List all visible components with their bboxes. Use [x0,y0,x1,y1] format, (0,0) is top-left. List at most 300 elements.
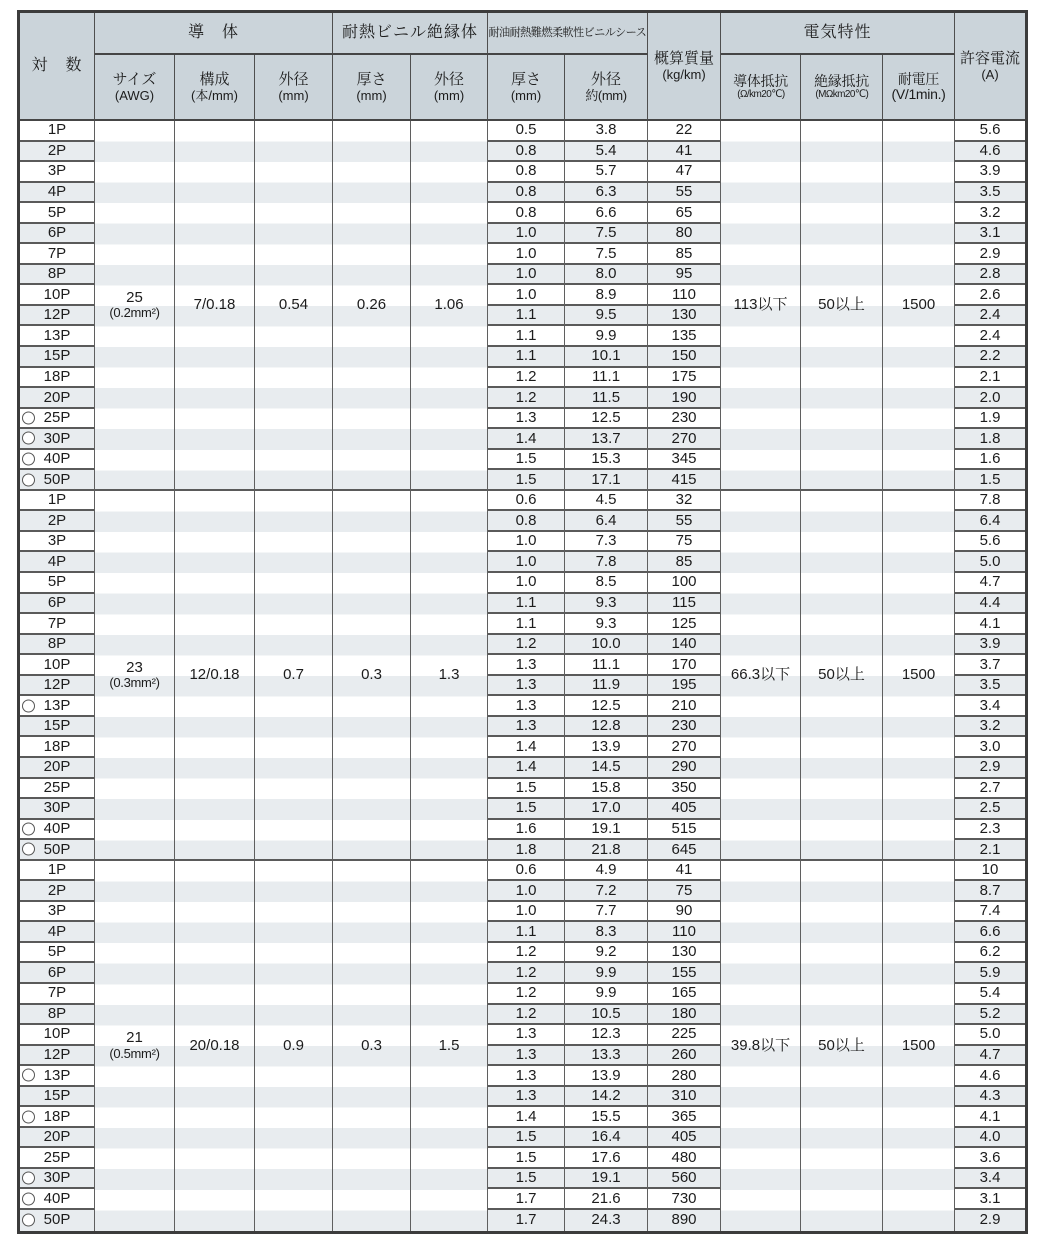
mass-cell [648,552,721,573]
pair-cell-value: 4P [47,552,67,570]
current-cell-value: 4.0 [979,1128,1001,1146]
current-cell [955,203,1025,224]
current-cell [955,244,1025,265]
merged-strands-cell [175,121,255,491]
pair-cell [20,552,95,573]
current-cell [955,1189,1025,1210]
ins-resistance-value: 50以上 [818,665,865,683]
merged-resistance-cell [721,491,801,861]
pair-cell [20,737,95,758]
current-cell-value: 2.4 [979,306,1001,324]
pair-cell [20,1189,95,1210]
pair-cell [20,861,95,882]
header-insulation-group [333,13,488,55]
merged-cond-od-cell [255,121,333,491]
mass-cell-value: 515 [671,819,697,837]
sheath-od-cell [565,326,648,347]
sheath-od-cell-value: 11.9 [591,676,621,694]
pair-cell-value: 8P [47,635,67,653]
pair-cell-value: 10P [43,655,71,673]
merged-resistance-cell [721,861,801,1231]
sheath-od-cell [565,491,648,512]
pair-cell-value: 15P [43,347,71,365]
sheath-thickness-cell-value: 0.6 [515,491,537,509]
size-awg-value: 21 [126,1029,143,1047]
sheath-od-cell-value: 12.3 [591,1025,621,1043]
strands-value: 7/0.18 [193,296,236,314]
mass-cell [648,1189,721,1210]
mass-cell-value: 75 [675,881,693,899]
pair-cell [20,183,95,204]
pair-cell [20,696,95,717]
mass-cell [648,635,721,656]
sheath-od-cell [565,142,648,163]
mass-cell [648,696,721,717]
sheath-od-cell-value: 14.2 [591,1087,621,1105]
current-cell [955,902,1025,923]
pair-cell [20,532,95,553]
sheath-od-cell-value: 3.8 [595,121,617,139]
mass-cell-value: 270 [671,737,697,755]
size-mm2-value: (0.2mm²) [109,305,160,321]
merged-ins-thickness-cell [333,491,411,861]
current-cell-value: 2.9 [979,1211,1001,1229]
sheath-od-cell [565,1046,648,1067]
pair-cell-value: 10P [43,1025,71,1043]
sheath-od-cell-value: 9.9 [595,326,617,344]
mass-cell [648,450,721,471]
current-cell-value: 2.6 [979,285,1001,303]
current-cell-value: 5.0 [979,1025,1001,1043]
current-cell [955,717,1025,738]
mass-cell [648,881,721,902]
pair-cell-value: 50P [43,1211,71,1229]
sheath-thickness-cell [488,594,565,615]
sheath-thickness-cell-value: 1.5 [515,450,537,468]
current-cell-value: 6.2 [979,943,1001,961]
sheath-thickness-cell-value: 1.5 [515,799,537,817]
current-cell-value: 2.7 [979,778,1001,796]
sheath-thickness-cell-value: 1.4 [515,758,537,776]
current-cell-value: 6.6 [979,922,1001,940]
header-electrical-label: 電気特性 [803,23,872,41]
sheath-od-cell [565,450,648,471]
resistance-value: 39.8以下 [730,1036,791,1054]
sheath-thickness-cell-value: 1.0 [515,224,537,242]
current-cell [955,470,1025,491]
pair-cell [20,820,95,841]
pair-cell [20,409,95,430]
pair-cell-value: 50P [43,840,71,858]
mass-cell-value: 645 [671,840,697,858]
sheath-thickness-cell-value: 1.5 [515,1148,537,1166]
mass-cell [648,1087,721,1108]
circle-marker-icon [22,699,35,712]
sheath-od-cell-value: 11.1 [591,367,621,385]
mass-cell-value: 230 [671,717,697,735]
mass-cell-value: 110 [672,285,696,303]
current-cell [955,368,1025,389]
ins-resistance-value: 50以上 [818,1036,865,1054]
mass-cell [648,902,721,923]
current-cell [955,429,1025,450]
pair-cell-value: 18P [43,737,71,755]
sheath-thickness-cell-value: 1.5 [515,470,537,488]
sheath-od-cell [565,1025,648,1046]
pair-cell [20,1107,95,1128]
merged-cond-od-cell [255,491,333,861]
sheath-od-cell [565,511,648,532]
current-cell-value: 2.5 [979,799,1001,817]
pair-cell-value: 30P [43,799,71,817]
current-cell-value: 1.6 [979,450,1001,468]
circle-marker-icon [22,1214,35,1227]
current-cell [955,347,1025,368]
pair-cell-value: 18P [43,1107,71,1125]
ins-od-value: 1.06 [434,296,464,314]
current-cell-value: 3.7 [979,655,1001,673]
header-resistance [721,55,801,121]
size-awg-value: 23 [126,658,143,676]
pair-cell [20,984,95,1005]
mass-cell-value: 115 [672,593,696,611]
mass-cell [648,1128,721,1149]
current-cell [955,511,1025,532]
pair-cell-value: 4P [47,183,67,201]
mass-cell [648,162,721,183]
sheath-thickness-cell-value: 1.2 [515,984,537,1002]
sheath-thickness-cell-value: 1.7 [515,1211,537,1229]
sheath-thickness-cell-value: 0.6 [515,861,537,879]
sheath-thickness-cell-value: 1.7 [515,1189,537,1207]
pair-cell [20,470,95,491]
mass-cell-value: 890 [671,1211,697,1229]
header-strands [175,55,255,121]
current-cell-value: 3.5 [979,183,1001,201]
sheath-od-cell [565,635,648,656]
ins-od-value: 1.3 [438,665,460,683]
pair-cell [20,429,95,450]
sheath-thickness-cell-value: 1.4 [515,737,537,755]
mass-cell-value: 225 [671,1025,697,1043]
header-current [955,13,1025,121]
current-cell-value: 4.3 [979,1087,1001,1105]
mass-cell [648,820,721,841]
header-cond-od-label: 外径 [278,70,309,88]
mass-cell-value: 22 [675,121,693,139]
current-cell [955,532,1025,553]
pair-cell [20,388,95,409]
sheath-od-cell [565,552,648,573]
pair-cell [20,306,95,327]
sheath-od-cell [565,203,648,224]
ins-thickness-value: 0.26 [356,296,387,314]
mass-cell [648,121,721,142]
current-cell-value: 3.9 [979,635,1001,653]
ins-thickness-value: 0.3 [361,1036,382,1054]
mass-cell [648,368,721,389]
sheath-thickness-cell-value: 1.4 [515,1107,537,1125]
header-strands-unit: (本/mm) [191,87,238,103]
mass-cell-value: 280 [671,1066,697,1084]
mass-cell [648,758,721,779]
mass-cell [648,224,721,245]
sheath-od-cell-value: 9.2 [595,943,617,961]
sheath-od-cell-value: 10.1 [591,347,621,365]
sheath-thickness-cell [488,1210,565,1231]
mass-cell [648,429,721,450]
sheath-thickness-cell-value: 1.2 [515,367,537,385]
pair-cell-value: 25P [43,1148,71,1166]
sheath-thickness-cell [488,1066,565,1087]
pair-cell-value: 40P [43,819,71,837]
sheath-od-cell-value: 13.9 [591,737,621,755]
sheath-thickness-cell-value: 1.0 [515,881,537,899]
sheath-od-cell-value: 16.4 [591,1128,621,1146]
sheath-od-cell [565,368,648,389]
sheath-od-cell-value: 10.0 [591,635,621,653]
pair-cell-value: 2P [47,511,67,529]
current-cell-value: 3.2 [979,203,1001,221]
header-ins-od-unit: (mm) [433,87,465,103]
sheath-od-cell [565,306,648,327]
current-cell [955,1128,1025,1149]
header-ins-resistance-unit: (MΩkm20℃) [815,88,868,101]
sheath-od-cell-value: 13.3 [591,1046,621,1063]
header-pair-count [20,13,95,121]
pair-cell [20,162,95,183]
sheath-od-cell-value: 7.3 [595,532,617,550]
sheath-thickness-cell [488,224,565,245]
pair-cell-value: 10P [43,285,71,303]
sheath-thickness-cell [488,881,565,902]
mass-cell [648,1148,721,1169]
sheath-od-cell-value: 8.9 [595,285,617,303]
mass-cell-value: 47 [675,162,693,180]
current-cell [955,1005,1025,1026]
mass-cell-value: 210 [671,696,697,714]
mass-cell [648,1025,721,1046]
sheath-thickness-cell [488,635,565,656]
sheath-od-cell-value: 7.8 [595,552,617,570]
current-cell [955,1066,1025,1087]
sheath-od-cell-value: 17.1 [591,470,621,488]
pair-cell [20,1210,95,1231]
current-cell [955,326,1025,347]
header-sheath-thickness-label: 厚さ [510,70,541,88]
mass-cell-value: 415 [671,470,697,488]
current-cell [955,1046,1025,1067]
sheath-thickness-cell-value: 1.5 [515,1128,537,1146]
sheath-od-cell [565,1005,648,1026]
current-cell [955,963,1025,984]
sheath-od-cell [565,676,648,697]
header-ins-thickness-label: 厚さ [356,70,387,88]
mass-cell [648,573,721,594]
sheath-thickness-cell [488,162,565,183]
sheath-thickness-cell-value: 1.1 [515,593,537,611]
pair-cell [20,326,95,347]
sheath-od-cell [565,779,648,800]
current-cell [955,183,1025,204]
sheath-thickness-cell-value: 1.0 [515,285,537,303]
sheath-od-cell-value: 5.7 [595,162,617,180]
current-cell [955,1087,1025,1108]
header-cond-od [255,55,333,121]
mass-cell-value: 150 [671,347,697,365]
sheath-od-cell-value: 7.7 [595,902,617,920]
current-cell [955,861,1025,882]
sheath-thickness-cell-value: 1.6 [515,819,537,837]
current-cell [955,943,1025,964]
current-cell-value: 2.8 [979,265,1001,283]
pair-cell [20,963,95,984]
pair-cell-value: 4P [47,922,67,940]
mass-cell [648,491,721,512]
sheath-thickness-cell [488,779,565,800]
pair-cell-value: 1P [47,121,67,139]
sheath-od-cell [565,265,648,286]
sheath-od-cell [565,1066,648,1087]
sheath-od-cell [565,594,648,615]
current-cell [955,881,1025,902]
current-cell-value: 1.9 [979,409,1001,427]
current-cell-value: 1.5 [979,470,1001,488]
pair-cell-value: 20P [43,1128,71,1146]
current-cell [955,121,1025,142]
sheath-od-cell-value: 12.8 [591,717,621,735]
header-mass-unit: (kg/km) [662,66,706,82]
mass-cell-value: 140 [671,635,697,653]
sheath-od-cell-value: 6.3 [595,183,617,201]
circle-marker-icon [22,1110,35,1123]
mass-cell [648,142,721,163]
current-cell-value: 2.2 [979,347,1001,365]
sheath-od-cell-value: 9.3 [595,593,617,611]
pair-cell [20,450,95,471]
pair-cell-value: 8P [47,1004,67,1022]
pair-cell [20,285,95,306]
current-cell-value: 3.5 [979,676,1001,694]
sheath-thickness-cell-value: 1.2 [515,635,537,653]
pair-cell-value: 12P [43,1046,71,1063]
mass-cell-value: 480 [671,1148,697,1166]
mass-cell [648,737,721,758]
sheath-od-cell [565,183,648,204]
merged-ins-od-cell [411,491,488,861]
sheath-thickness-cell [488,696,565,717]
sheath-od-cell [565,861,648,882]
sheath-thickness-cell [488,285,565,306]
pair-cell [20,1005,95,1026]
sheath-thickness-cell [488,737,565,758]
pair-cell [20,881,95,902]
sheath-od-cell-value: 8.0 [595,265,617,283]
sheath-od-cell-value: 21.8 [591,840,621,858]
pair-cell [20,1087,95,1108]
sheath-thickness-cell [488,943,565,964]
current-cell-value: 4.4 [979,593,1001,611]
mass-cell-value: 130 [671,943,697,961]
sheath-od-cell [565,717,648,738]
mass-cell [648,1210,721,1231]
pair-cell-value: 1P [47,861,67,879]
pair-cell-value: 6P [47,593,67,611]
sheath-od-cell [565,799,648,820]
header-resistance-unit: (Ω/km20℃) [736,88,785,101]
pair-cell [20,203,95,224]
current-cell [955,635,1025,656]
current-cell [955,573,1025,594]
current-cell-value: 3.4 [979,696,1001,714]
sheath-od-cell [565,1107,648,1128]
circle-marker-icon [22,1172,35,1185]
mass-cell [648,655,721,676]
sheath-od-cell-value: 8.5 [595,573,617,591]
sheath-thickness-cell [488,326,565,347]
mass-cell-value: 41 [675,861,693,879]
sheath-od-cell-value: 9.3 [595,614,617,632]
pair-cell [20,573,95,594]
sheath-od-cell-value: 17.0 [591,799,621,817]
sheath-thickness-cell [488,861,565,882]
pair-cell-value: 40P [43,450,71,468]
current-cell-value: 2.4 [979,326,1001,344]
current-cell [955,922,1025,943]
header-sheath-label: 耐油耐熱難燃柔軟性ビニルシース [488,26,647,39]
sheath-od-cell-value: 15.3 [591,450,621,468]
current-cell-value: 5.0 [979,552,1001,570]
sheath-thickness-cell [488,306,565,327]
current-cell [955,1025,1025,1046]
current-cell [955,491,1025,512]
sheath-thickness-cell [488,121,565,142]
header-resistance-label: 導体抵抗 [733,72,788,89]
pair-cell [20,224,95,245]
merged-size-cell [95,861,175,1231]
sheath-thickness-cell-value: 1.5 [515,778,537,796]
sheath-od-cell [565,820,648,841]
mass-cell-value: 155 [671,963,697,981]
sheath-od-cell-value: 13.9 [591,1066,621,1084]
current-cell [955,799,1025,820]
current-cell-value: 2.3 [979,819,1001,837]
header-ins-od-label: 外径 [433,70,464,88]
current-cell [955,820,1025,841]
merged-ins-resistance-cell [801,121,883,491]
pair-cell [20,1169,95,1190]
merged-voltage-cell [883,861,955,1231]
sheath-thickness-cell-value: 0.8 [515,183,537,201]
mass-cell [648,326,721,347]
sheath-od-cell-value: 6.6 [595,203,617,221]
pair-cell [20,265,95,286]
size-mm2-value: (0.5mm²) [109,1046,160,1062]
mass-cell-value: 290 [671,758,697,776]
sheath-thickness-cell [488,573,565,594]
sheath-thickness-cell [488,655,565,676]
mass-cell-value: 730 [671,1189,697,1207]
mass-cell-value: 170 [671,655,697,673]
sheath-od-cell [565,409,648,430]
ins-thickness-value: 0.3 [361,665,382,683]
circle-marker-icon [22,473,35,486]
sheath-od-cell [565,244,648,265]
mass-cell-value: 90 [675,902,693,920]
mass-cell [648,470,721,491]
mass-cell [648,861,721,882]
sheath-thickness-cell-value: 1.8 [515,840,537,858]
